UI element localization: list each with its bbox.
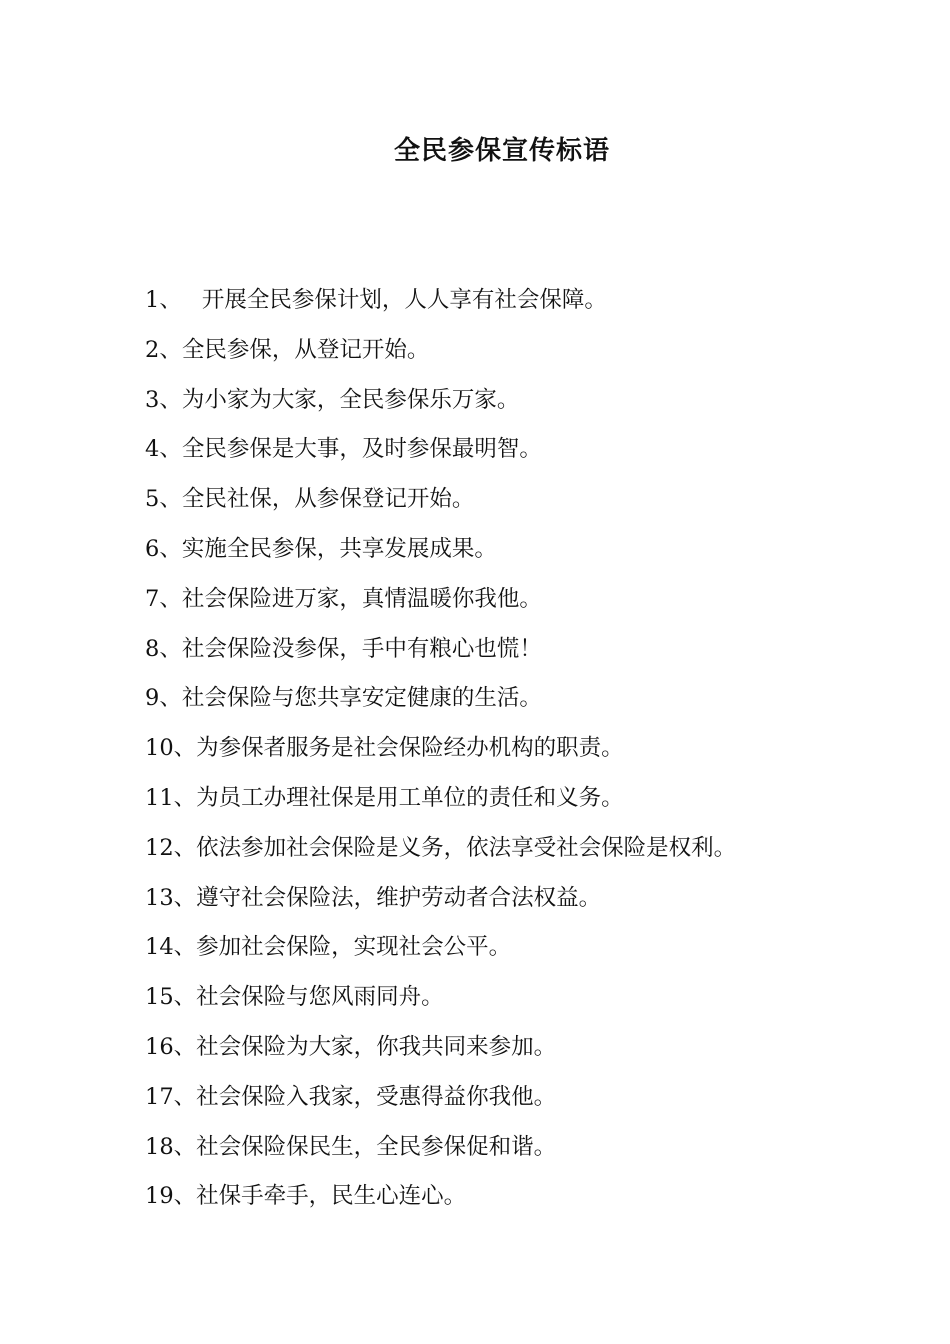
slogan-number: 17、 [145, 1083, 197, 1110]
slogan-item [145, 332, 925, 382]
slogan-item [145, 581, 925, 631]
slogan-number: 6、 [145, 535, 182, 562]
slogan-text: 参加社会保险，实现社会公平。 [196, 934, 512, 961]
slogan-item [145, 382, 925, 432]
slogan-text: 为参保者服务是社会保险经办机构的职责。 [196, 735, 624, 762]
slogan-item [145, 431, 925, 481]
slogan-number: 19、 [145, 1183, 197, 1210]
slogan-item [145, 979, 925, 1029]
document-title: 全民参保宣传标语 [393, 136, 610, 166]
slogan-text: 社会保险与您共享安定健康的生活。 [181, 685, 542, 712]
slogan-item [145, 1178, 925, 1228]
slogan-number: 14、 [145, 934, 197, 961]
slogan-item [145, 531, 925, 581]
slogan-text: 社会保险保民生，全民参保促和谐。 [196, 1133, 557, 1160]
slogan-text: 社会保险与您风雨同舟。 [196, 984, 444, 1011]
slogan-number: 13、 [145, 884, 197, 911]
slogan-item [145, 730, 925, 780]
slogan-item [145, 780, 925, 830]
slogan-text: 全民参保是大事，及时参保最明智。 [181, 436, 542, 463]
slogan-item [145, 929, 925, 979]
slogan-text: 全民参保，从登记开始。 [181, 336, 430, 363]
slogan-item [145, 1029, 925, 1079]
slogan-text: 依法参加社会保险是义务，依法享受社会保险是权利。 [196, 834, 737, 861]
slogan-number: 15、 [145, 984, 197, 1011]
slogan-text: 社会保险为大家，你我共同来参加。 [196, 1033, 557, 1060]
slogan-number: 5、 [145, 486, 182, 513]
slogan-number: 4、 [145, 436, 182, 463]
slogan-number: 8、 [145, 635, 182, 662]
slogan-text: 遵守社会保险法，维护劳动者合法权益。 [196, 884, 602, 911]
slogan-item [145, 631, 925, 681]
slogan-item [145, 1079, 925, 1129]
slogan-number: 11、 [145, 784, 197, 811]
slogan-text: 实施全民参保，共享发展成果。 [181, 535, 497, 562]
slogan-item [145, 481, 925, 531]
slogan-text: 社会保险入我家，受惠得益你我他。 [196, 1083, 557, 1110]
slogan-text: 为员工办理社保是用工单位的责任和义务。 [196, 784, 624, 811]
slogan-text: 社保手牵手，民生心连心。 [196, 1183, 467, 1210]
slogan-item [145, 1129, 925, 1179]
slogan-number: 10、 [145, 735, 197, 762]
slogan-text: 为小家为大家，全民参保乐万家。 [181, 386, 520, 413]
slogan-item [145, 680, 925, 730]
slogan-number: 18、 [145, 1133, 197, 1160]
slogan-number: 2、 [145, 336, 182, 363]
slogan-number: 9、 [145, 685, 182, 712]
slogan-item [145, 282, 925, 332]
slogan-text: 社会保险进万家，真情温暖你我他。 [181, 585, 542, 612]
slogan-list [145, 282, 925, 1228]
slogan-number: 16、 [145, 1033, 197, 1060]
slogan-number: 7、 [145, 585, 182, 612]
slogan-item [145, 880, 925, 930]
slogan-text: 社会保险没参保，手中有粮心也慌！ [181, 635, 542, 662]
slogan-text: 全民社保，从参保登记开始。 [181, 486, 475, 513]
slogan-number: 12、 [145, 834, 197, 861]
slogan-text: 开展全民参保计划，人人享有社会保障。 [201, 287, 607, 313]
slogan-number: 3、 [145, 386, 182, 413]
slogan-number: 1、 [145, 287, 182, 313]
slogan-item [145, 830, 925, 880]
